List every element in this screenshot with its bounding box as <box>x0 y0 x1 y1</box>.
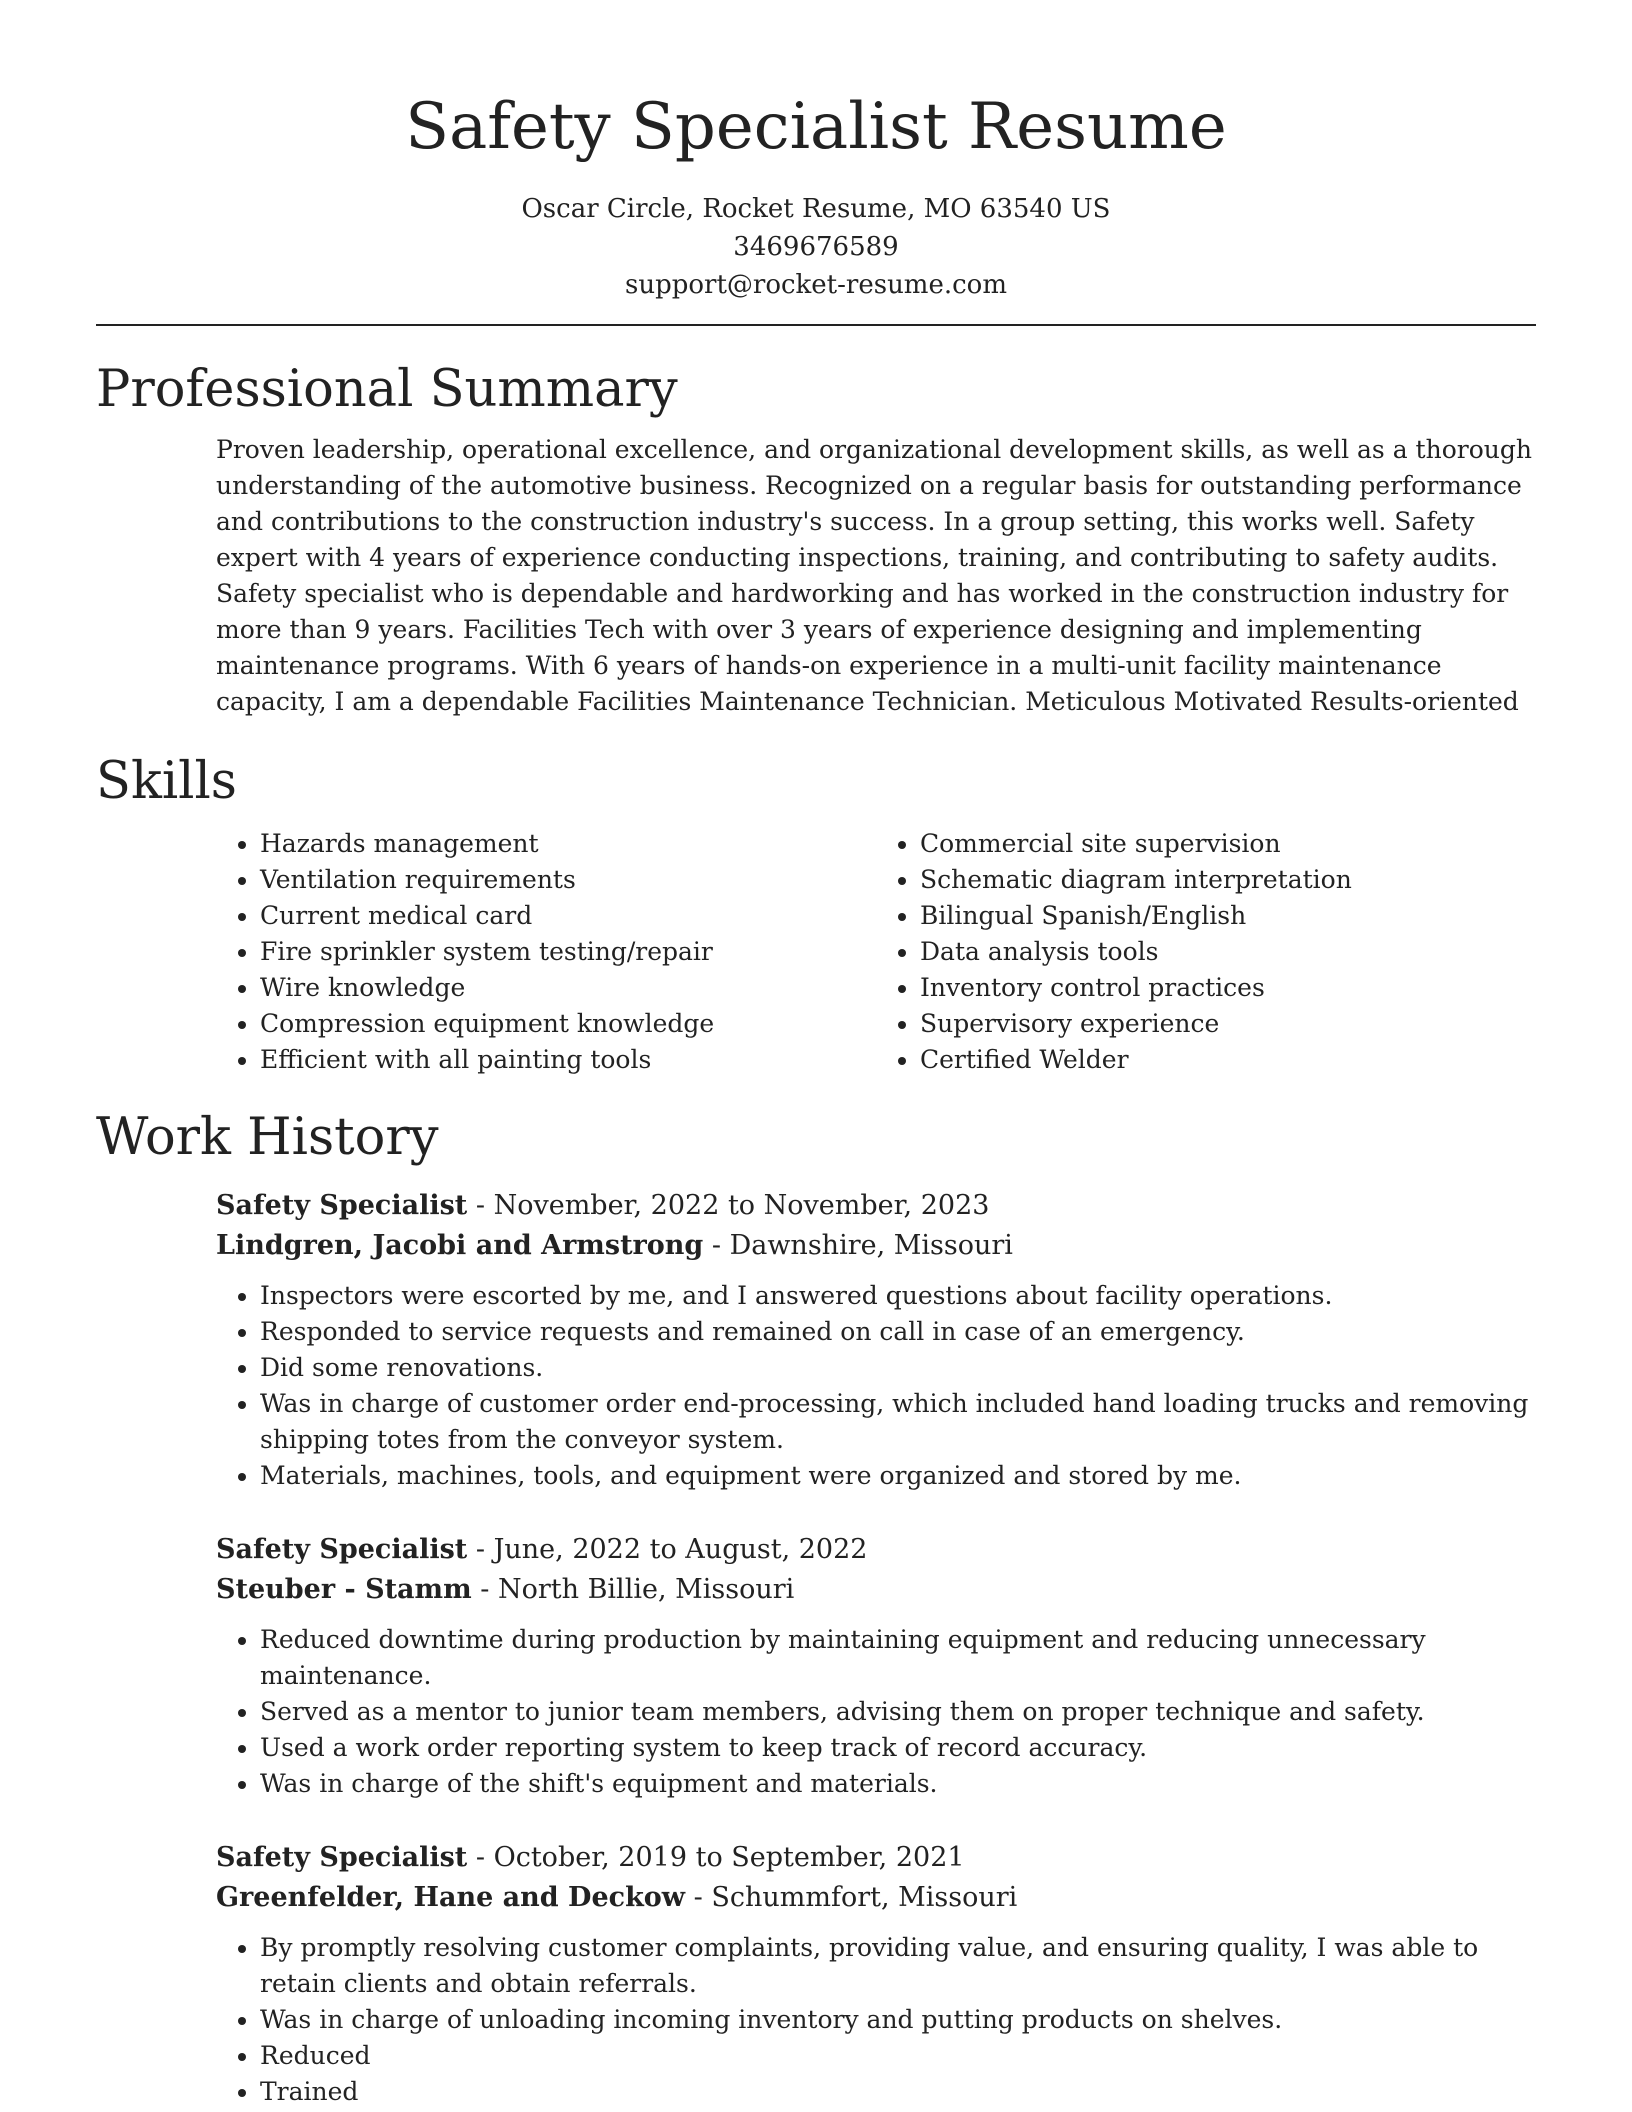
resume-header <box>96 0 1536 304</box>
duty-item: • Was in charge of the shift's equipment and materials. <box>260 1766 1536 1802</box>
separator: - <box>467 1534 494 1565</box>
separator: - <box>467 1190 494 1221</box>
skill-item: • Hazards management <box>260 826 876 862</box>
job-entry <box>216 1838 1536 2110</box>
duty-item: • Did some renovations. <box>260 1350 1536 1386</box>
duty-item: • Used a work order reporting system to keep track of record accuracy. <box>260 1730 1536 1766</box>
job-entry <box>216 1530 1536 1802</box>
skill-item: • Fire sprinkler system testing/repair <box>260 934 876 970</box>
duty-item: • Materials, machines, tools, and equipment were organized and stored by me. <box>260 1458 1536 1494</box>
separator: - <box>703 1230 730 1261</box>
job-title: Safety Specialist <box>216 1534 468 1565</box>
summary-section <box>96 358 1536 720</box>
skill-item: • Data analysis tools <box>920 934 1536 970</box>
skill-item: • Bilingual Spanish/English <box>920 898 1536 934</box>
duty-item: • Reduced downtime during production by maintaining equipment and reducing unnecessary maintenance. <box>260 1622 1536 1694</box>
duty-item: • Responded to service requests and remained on call in case of an emergency. <box>260 1314 1536 1350</box>
skill-item: • Efficient with all painting tools <box>260 1042 876 1078</box>
job-company-line <box>216 1570 1536 1610</box>
skills-section <box>96 750 1536 1078</box>
company-location: Schummfort, Missouri <box>711 1882 1018 1913</box>
skills-heading: Skills <box>96 752 237 811</box>
job-title-line <box>216 1186 1536 1226</box>
company-location: North Billie, Missouri <box>497 1574 795 1605</box>
company-name: Steuber - Stamm <box>216 1574 472 1605</box>
separator: - <box>467 1842 494 1873</box>
work-history-section <box>96 1106 1536 2110</box>
skill-item: • Certified Welder <box>920 1042 1536 1078</box>
resume-title: Safety Specialist Resume <box>405 90 1227 164</box>
company-name: Lindgren, Jacobi and Armstrong <box>216 1230 704 1261</box>
skill-item: • Schematic diagram interpretation <box>920 862 1536 898</box>
skills-left-column <box>216 826 876 1078</box>
job-dates: November, 2022 to November, 2023 <box>493 1190 990 1221</box>
job-company-line <box>216 1878 1536 1918</box>
skill-item: • Ventilation requirements <box>260 862 876 898</box>
skill-item: • Supervisory experience <box>920 1006 1536 1042</box>
duty-item: • Was in charge of customer order end-processing, which included hand loading trucks and removing shipping totes from the conveyor system. <box>260 1386 1536 1458</box>
job-title: Safety Specialist <box>216 1842 468 1873</box>
duty-list <box>216 1278 1536 1494</box>
skill-item: • Commercial site supervision <box>920 826 1536 862</box>
job-title-line <box>216 1530 1536 1570</box>
duty-list <box>216 1622 1536 1802</box>
duty-item: • Was in charge of unloading incoming inventory and putting products on shelves. <box>260 2002 1536 2038</box>
job-dates: October, 2019 to September, 2021 <box>493 1842 965 1873</box>
job-title-line <box>216 1838 1536 1878</box>
skill-item: • Compression equipment knowledge <box>260 1006 876 1042</box>
work-history-heading: Work History <box>96 1108 439 1167</box>
skill-item: • Wire knowledge <box>260 970 876 1006</box>
header-divider <box>96 324 1536 326</box>
company-location: Dawnshire, Missouri <box>729 1230 1013 1261</box>
duty-item: • By promptly resolving customer complaints, providing value, and ensuring quality, I was able to retain clients and obtain referrals. <box>260 1930 1536 2002</box>
job-company-line <box>216 1226 1536 1266</box>
duty-item: • Reduced <box>260 2038 1536 2074</box>
summary-text: Proven leadership, operational excellence, and organizational development skills, as well as a thorough understanding of the automotive business. Recognized on a regular basis for outstanding performance and contributions to the construction industry's success. In a group setting, this works well. Safety expert with 4 years of experience conducting inspections, training, and contributing to safety audits. Safety specialist who is dependable and hardworking and has worked in the construction industry for more than 9 years. Facilities Tech with over 3 years of experience designing and implementing maintenance programs. With 6 years of hands-on experience in a multi-unit facility maintenance capacity, I am a dependable Facilities Maintenance Technician. Meticulous Motivated Results-oriented <box>216 435 1532 716</box>
skill-item: • Inventory control practices <box>920 970 1536 1006</box>
email: support@rocket-resume.com <box>624 270 1007 300</box>
job-entry <box>216 1186 1536 1494</box>
summary-heading: Professional Summary <box>96 360 678 419</box>
job-dates: June, 2022 to August, 2022 <box>493 1534 868 1565</box>
duty-item: • Inspectors were escorted by me, and I answered questions about facility operations. <box>260 1278 1536 1314</box>
duty-item: • Trained <box>260 2074 1536 2110</box>
skill-item: • Current medical card <box>260 898 876 934</box>
separator: - <box>471 1574 498 1605</box>
contact-info <box>96 190 1536 304</box>
phone: 3469676589 <box>733 232 899 262</box>
duty-list <box>216 1930 1536 2110</box>
job-title: Safety Specialist <box>216 1190 468 1221</box>
company-name: Greenfelder, Hane and Deckow <box>216 1882 686 1913</box>
separator: - <box>685 1882 712 1913</box>
duty-item: • Served as a mentor to junior team members, advising them on proper technique and safety. <box>260 1694 1536 1730</box>
skills-right-column <box>876 826 1536 1078</box>
address: Oscar Circle, Rocket Resume, MO 63540 US <box>521 194 1111 224</box>
skills-grid <box>216 826 1536 1078</box>
